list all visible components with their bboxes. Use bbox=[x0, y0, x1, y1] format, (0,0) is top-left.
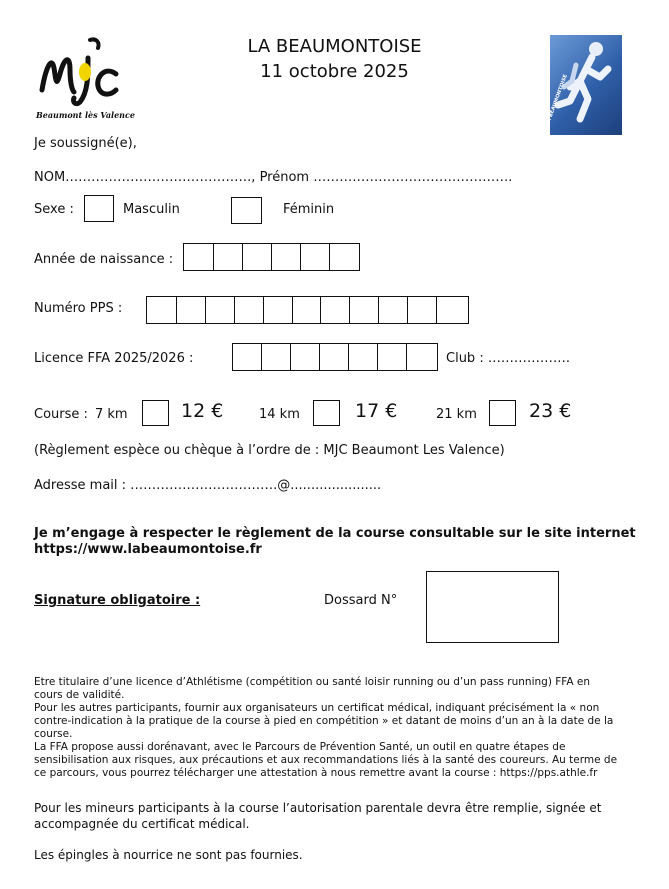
sexe-label: Sexe : bbox=[34, 202, 74, 217]
sexe-feminin-label: Féminin bbox=[283, 202, 335, 217]
annee-digit[interactable] bbox=[243, 244, 272, 270]
footer-paragraph-1 bbox=[34, 676, 634, 780]
sexe-masculin-label: Masculin bbox=[123, 202, 180, 217]
event-date: 11 octobre 2025 bbox=[260, 61, 409, 82]
pps-digit[interactable] bbox=[437, 297, 468, 323]
reglement-note: (Règlement espèce ou chèque à l’ordre de : MJC Beaumont Les Valence) bbox=[34, 443, 505, 458]
pps-label: Numéro PPS : bbox=[34, 301, 123, 316]
dossard-box[interactable] bbox=[426, 571, 559, 643]
pps-digit[interactable] bbox=[235, 297, 264, 323]
course-14km-price: 17 € bbox=[355, 400, 398, 422]
pps-digit[interactable] bbox=[264, 297, 293, 323]
course-21km-price: 23 € bbox=[529, 400, 572, 422]
licence-digit[interactable] bbox=[233, 344, 262, 370]
licence-digit[interactable] bbox=[320, 344, 349, 370]
dossard-label: Dossard N° bbox=[324, 593, 398, 608]
licence-digit[interactable] bbox=[378, 344, 407, 370]
course-label: Course : bbox=[34, 407, 88, 422]
licence-input[interactable] bbox=[232, 343, 438, 371]
footer-line: La FFA propose aussi dorénavant, avec le Parcours de Prévention Santé, un outil en quatre étapes de bbox=[34, 741, 566, 753]
sexe-feminin-checkbox[interactable] bbox=[231, 197, 262, 224]
footer-line: course. bbox=[34, 728, 73, 740]
footer-line: ce parcours, vous pourrez télécharger une attestation à nous remettre avant la course : https://pps.athle.fr bbox=[34, 767, 598, 779]
club-field-line[interactable]: Club : ………………. bbox=[446, 351, 570, 366]
licence-digit[interactable] bbox=[407, 344, 437, 370]
licence-digit[interactable] bbox=[262, 344, 291, 370]
pps-digit[interactable] bbox=[147, 297, 177, 323]
annee-digit[interactable] bbox=[214, 244, 243, 270]
pps-digit[interactable] bbox=[408, 297, 437, 323]
pps-input[interactable] bbox=[146, 296, 469, 324]
annee-digit[interactable] bbox=[301, 244, 330, 270]
licence-digit[interactable] bbox=[349, 344, 378, 370]
annee-digit[interactable] bbox=[184, 244, 214, 270]
licence-label: Licence FFA 2025/2026 : bbox=[34, 351, 194, 366]
pps-digit[interactable] bbox=[379, 297, 408, 323]
intro-text: Je soussigné(e), bbox=[34, 136, 137, 151]
page-title: LA BEAUMONTOISE bbox=[247, 36, 422, 57]
sexe-masculin-checkbox[interactable] bbox=[84, 195, 114, 222]
course-21km-distance: 21 km bbox=[436, 407, 477, 422]
runner-banner-text: LA BEAUMONTOISE bbox=[544, 73, 569, 127]
course-7km-distance: 7 km bbox=[95, 407, 128, 422]
course-7km-checkbox[interactable] bbox=[142, 400, 169, 426]
email-field-line[interactable]: Adresse mail : …………………………….@...................... bbox=[34, 478, 382, 493]
course-14km-distance: 14 km bbox=[259, 407, 300, 422]
annee-digit[interactable] bbox=[272, 244, 301, 270]
annee-label: Année de naissance : bbox=[34, 252, 174, 267]
annee-digit[interactable] bbox=[330, 244, 359, 270]
pps-digit[interactable] bbox=[350, 297, 379, 323]
runner-image bbox=[544, 35, 622, 135]
signature-label: Signature obligatoire : bbox=[34, 593, 201, 608]
footer-line: cours de validité. bbox=[34, 689, 125, 701]
footer-line: Pour les mineurs participants à la course l’autorisation parentale devra être remplie, signée et bbox=[34, 801, 602, 815]
pps-digit[interactable] bbox=[293, 297, 322, 323]
footer-line: contre-indication à la pratique de la course à pied en compétition » et datant de moins d’un an à la date de la bbox=[34, 715, 614, 727]
course-7km-price: 12 € bbox=[181, 400, 224, 422]
pps-digit[interactable] bbox=[206, 297, 235, 323]
footer-line: Etre titulaire d’une licence d’Athlétisme (compétition ou santé loisir running ou d’un pass running) FFA en bbox=[34, 676, 591, 688]
engagement-line-1: Je m’engage à respecter le règlement de la course consultable sur le site internet bbox=[34, 526, 636, 541]
footer-line: sensibilisation aux risques, aux précautions et aux recommandations liés à la santé des coureurs. Au terme de bbox=[34, 754, 618, 766]
licence-digit[interactable] bbox=[291, 344, 320, 370]
pps-digit[interactable] bbox=[321, 297, 350, 323]
name-field-line[interactable]: NOM……………………………………., Prénom ………………………………………. bbox=[34, 170, 513, 185]
footer-paragraph-3: Les épingles à nourrice ne sont pas fournies. bbox=[34, 848, 303, 862]
footer-line: Pour les autres participants, fournir aux organisateurs un certificat médical, indiquant précisément la « non bbox=[34, 702, 600, 714]
website-link[interactable]: https://www.labeaumontoise.fr bbox=[34, 542, 262, 557]
course-21km-checkbox[interactable] bbox=[489, 400, 516, 426]
footer-line: accompagnée du certificat médical. bbox=[34, 817, 250, 831]
course-14km-checkbox[interactable] bbox=[313, 400, 340, 426]
pps-digit[interactable] bbox=[177, 297, 206, 323]
footer-paragraph-2 bbox=[34, 800, 601, 832]
logo-caption: Beaumont lès Valence bbox=[36, 110, 135, 120]
annee-input[interactable] bbox=[183, 243, 360, 271]
